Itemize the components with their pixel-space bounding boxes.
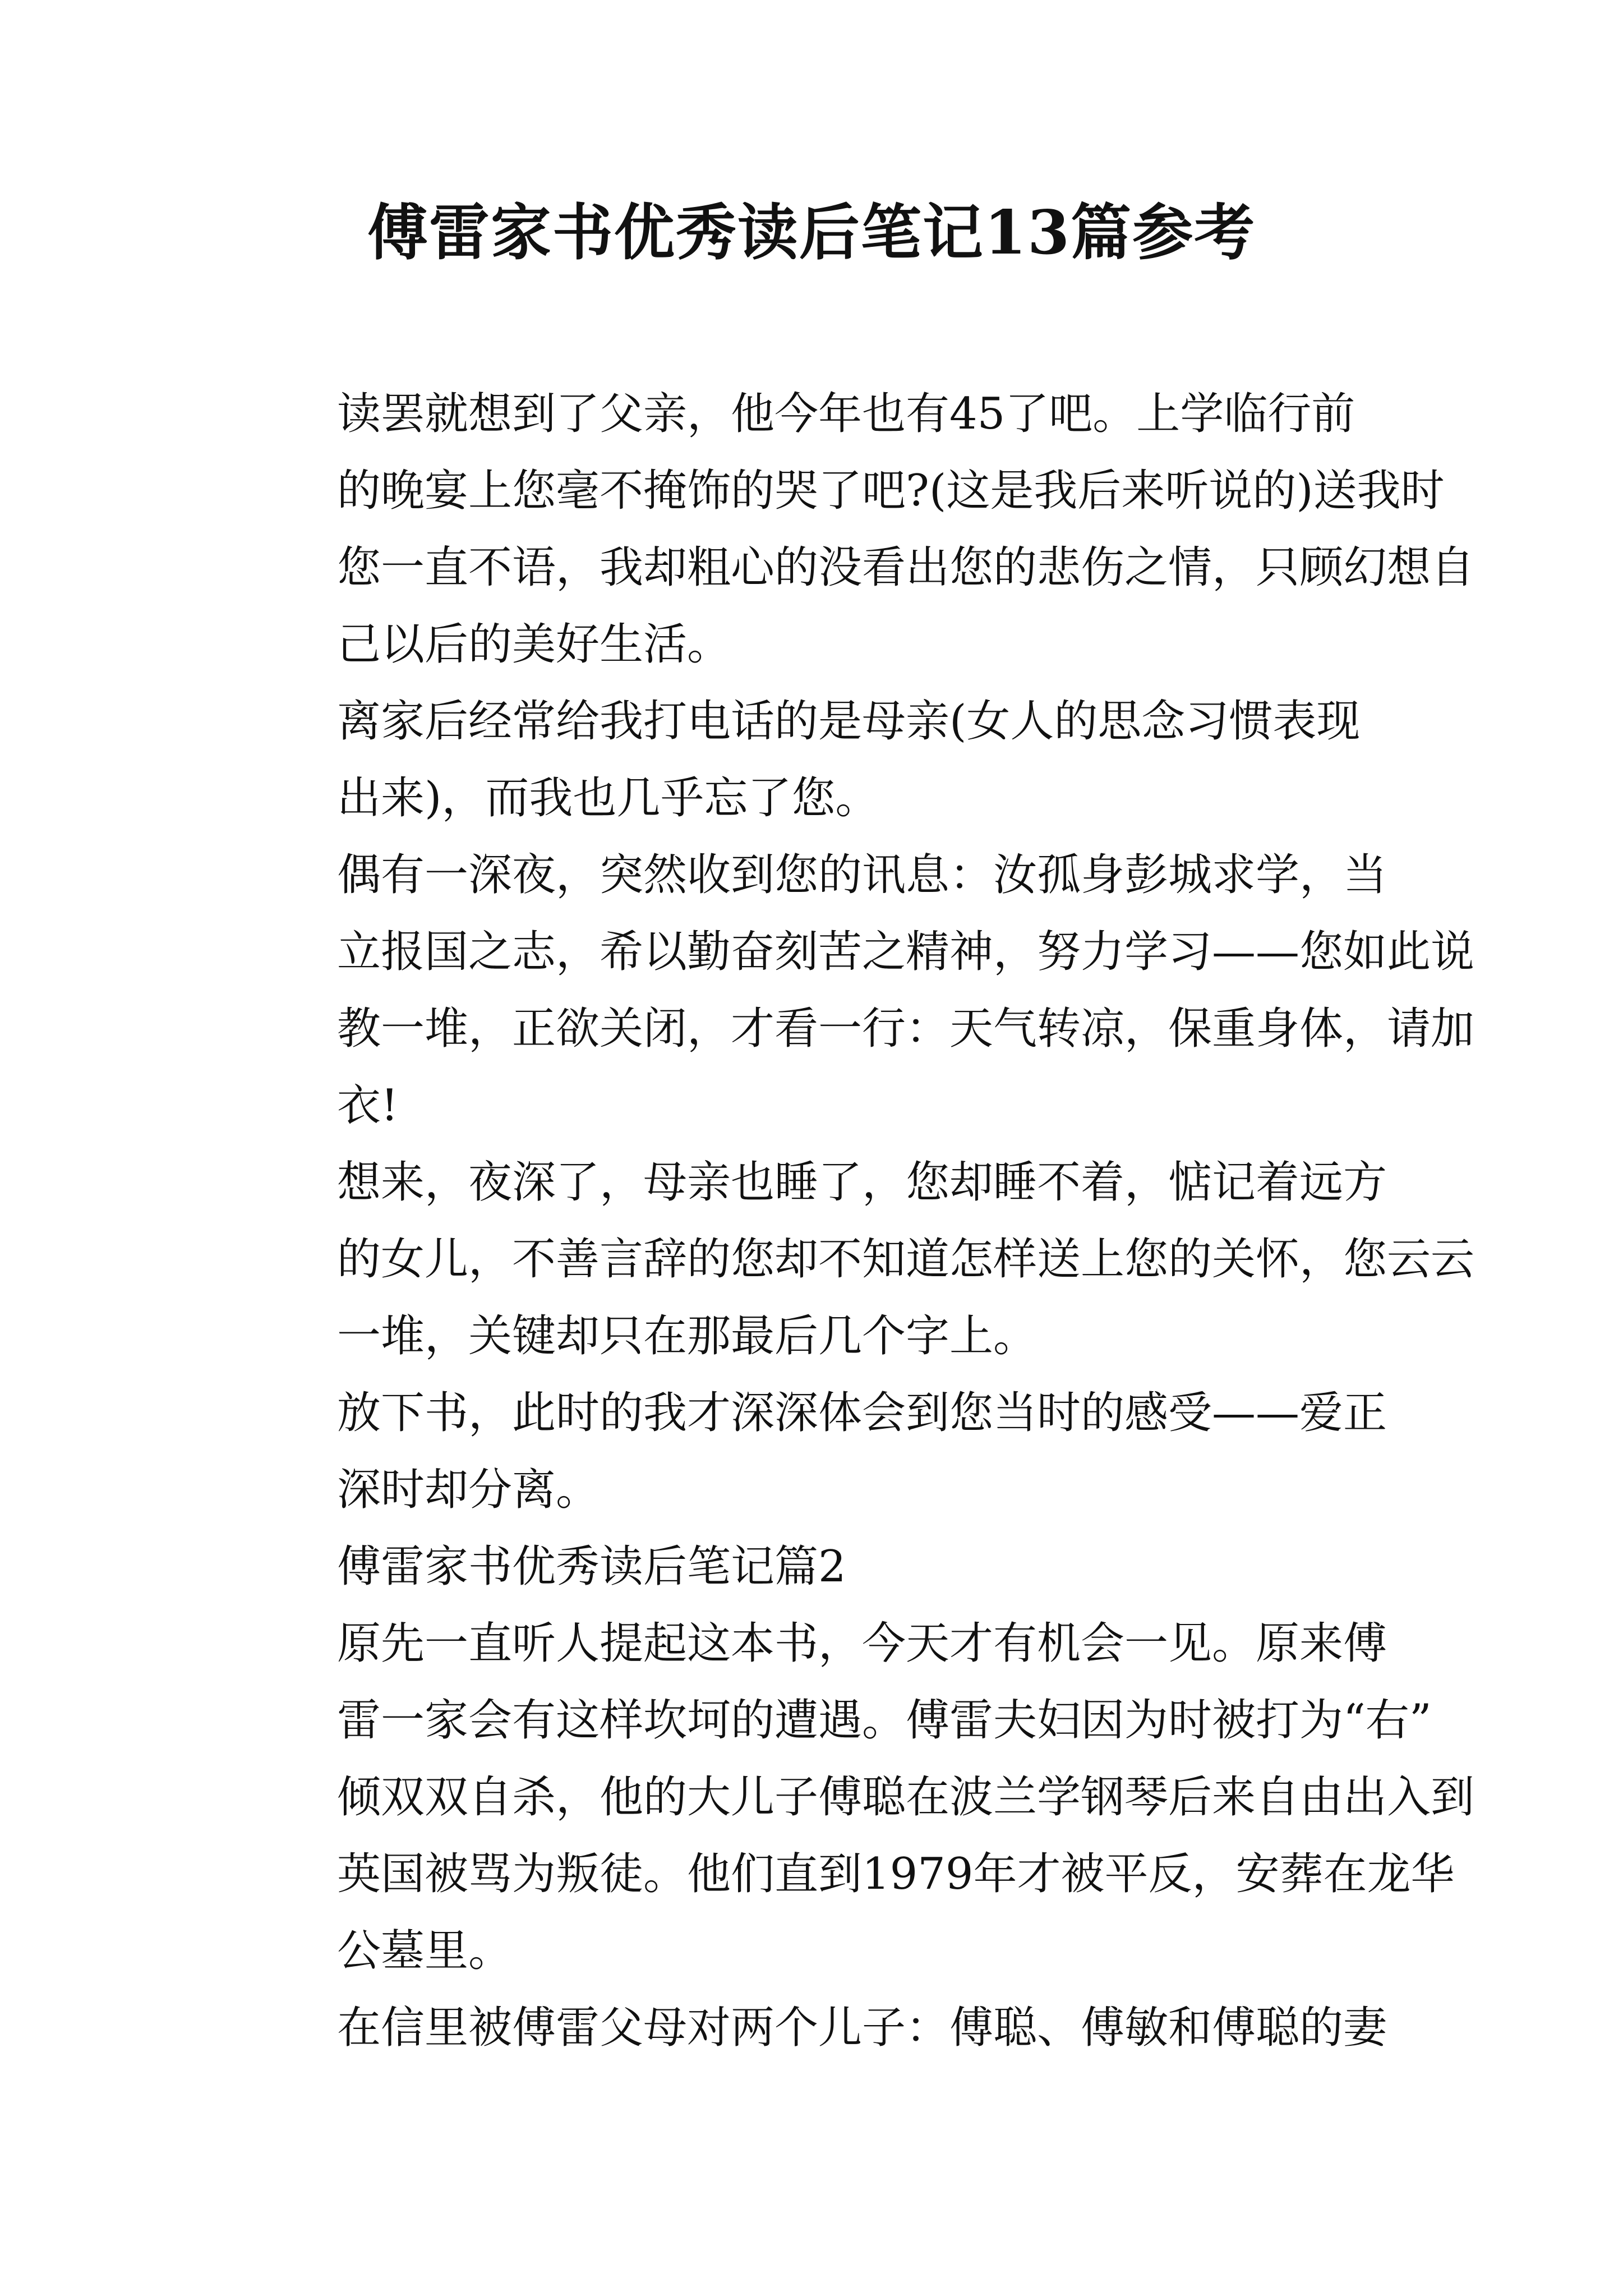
text-line: 雷一家会有这样坎坷的遭遇。傅雷夫妇因为时被打为“右” [337,1695,1432,1746]
text-line: 想来，夜深了，母亲也睡了，您却睡不着，惦记着远方 [337,1157,1387,1208]
text-line: 读罢就想到了父亲，他今年也有45了吧。上学临行前 [337,389,1355,439]
text-line: 立报国之志，希以勤奋刻苦之精神，努力学习——您如此说 [337,927,1475,977]
document-body [250,376,1475,2067]
text-line: 衣! [337,1080,399,1131]
document-title: 傅雷家书优秀读后笔记13篇参考 [367,197,1256,268]
paragraph [250,1990,1388,2067]
paragraph [250,376,1475,683]
paragraph [250,1605,1475,1990]
text-line: 在信里被傅雷父母对两个儿子：傅聪、傅敏和傅聪的妻 [337,2003,1387,2053]
paragraph [250,1144,1475,1375]
text-line: 您一直不语，我却粗心的没看出您的悲伤之情，只顾幻想自 [337,542,1475,593]
text-line: 原先一直听人提起这本书，今天才有机会一见。原来傅 [337,1618,1387,1669]
text-line: 的晚宴上您毫不掩饰的哭了吧?(这是我后来听说的)送我时 [337,466,1445,516]
text-line: 公墓里。 [337,1926,513,1976]
paragraph [250,683,1388,837]
text-line: 放下书，此时的我才深深体会到您当时的感受——爱正 [337,1388,1387,1438]
text-line: 深时却分离。 [337,1465,600,1515]
paragraph [250,837,1475,1144]
text-line: 偶有一深夜，突然收到您的讯息：汝孤身彭城求学，当 [337,850,1387,900]
text-line: 傅雷家书优秀读后笔记篇2 [337,1542,846,1592]
paragraph [250,1375,1388,1529]
text-line: 教一堆，正欲关闭，才看一行：天气转凉，保重身体，请加 [337,1004,1475,1054]
text-line: 的女儿，不善言辞的您却不知道怎样送上您的关怀，您云云 [337,1234,1475,1285]
text-line: 英国被骂为叛徒。他们直到1979年才被平反，安葬在龙华 [337,1849,1455,1899]
text-line: 己以后的美好生活。 [337,619,731,670]
text-line: 离家后经常给我打电话的是母亲(女人的思念习惯表现 [337,696,1361,747]
text-line: 一堆，关键却只在那最后几个字上。 [337,1311,1038,1361]
section-heading [250,1529,1388,1605]
text-line: 倾双双自杀，他的大儿子傅聪在波兰学钢琴后来自由出入到 [337,1772,1475,1823]
text-line: 出来)，而我也几乎忘了您。 [337,773,879,823]
